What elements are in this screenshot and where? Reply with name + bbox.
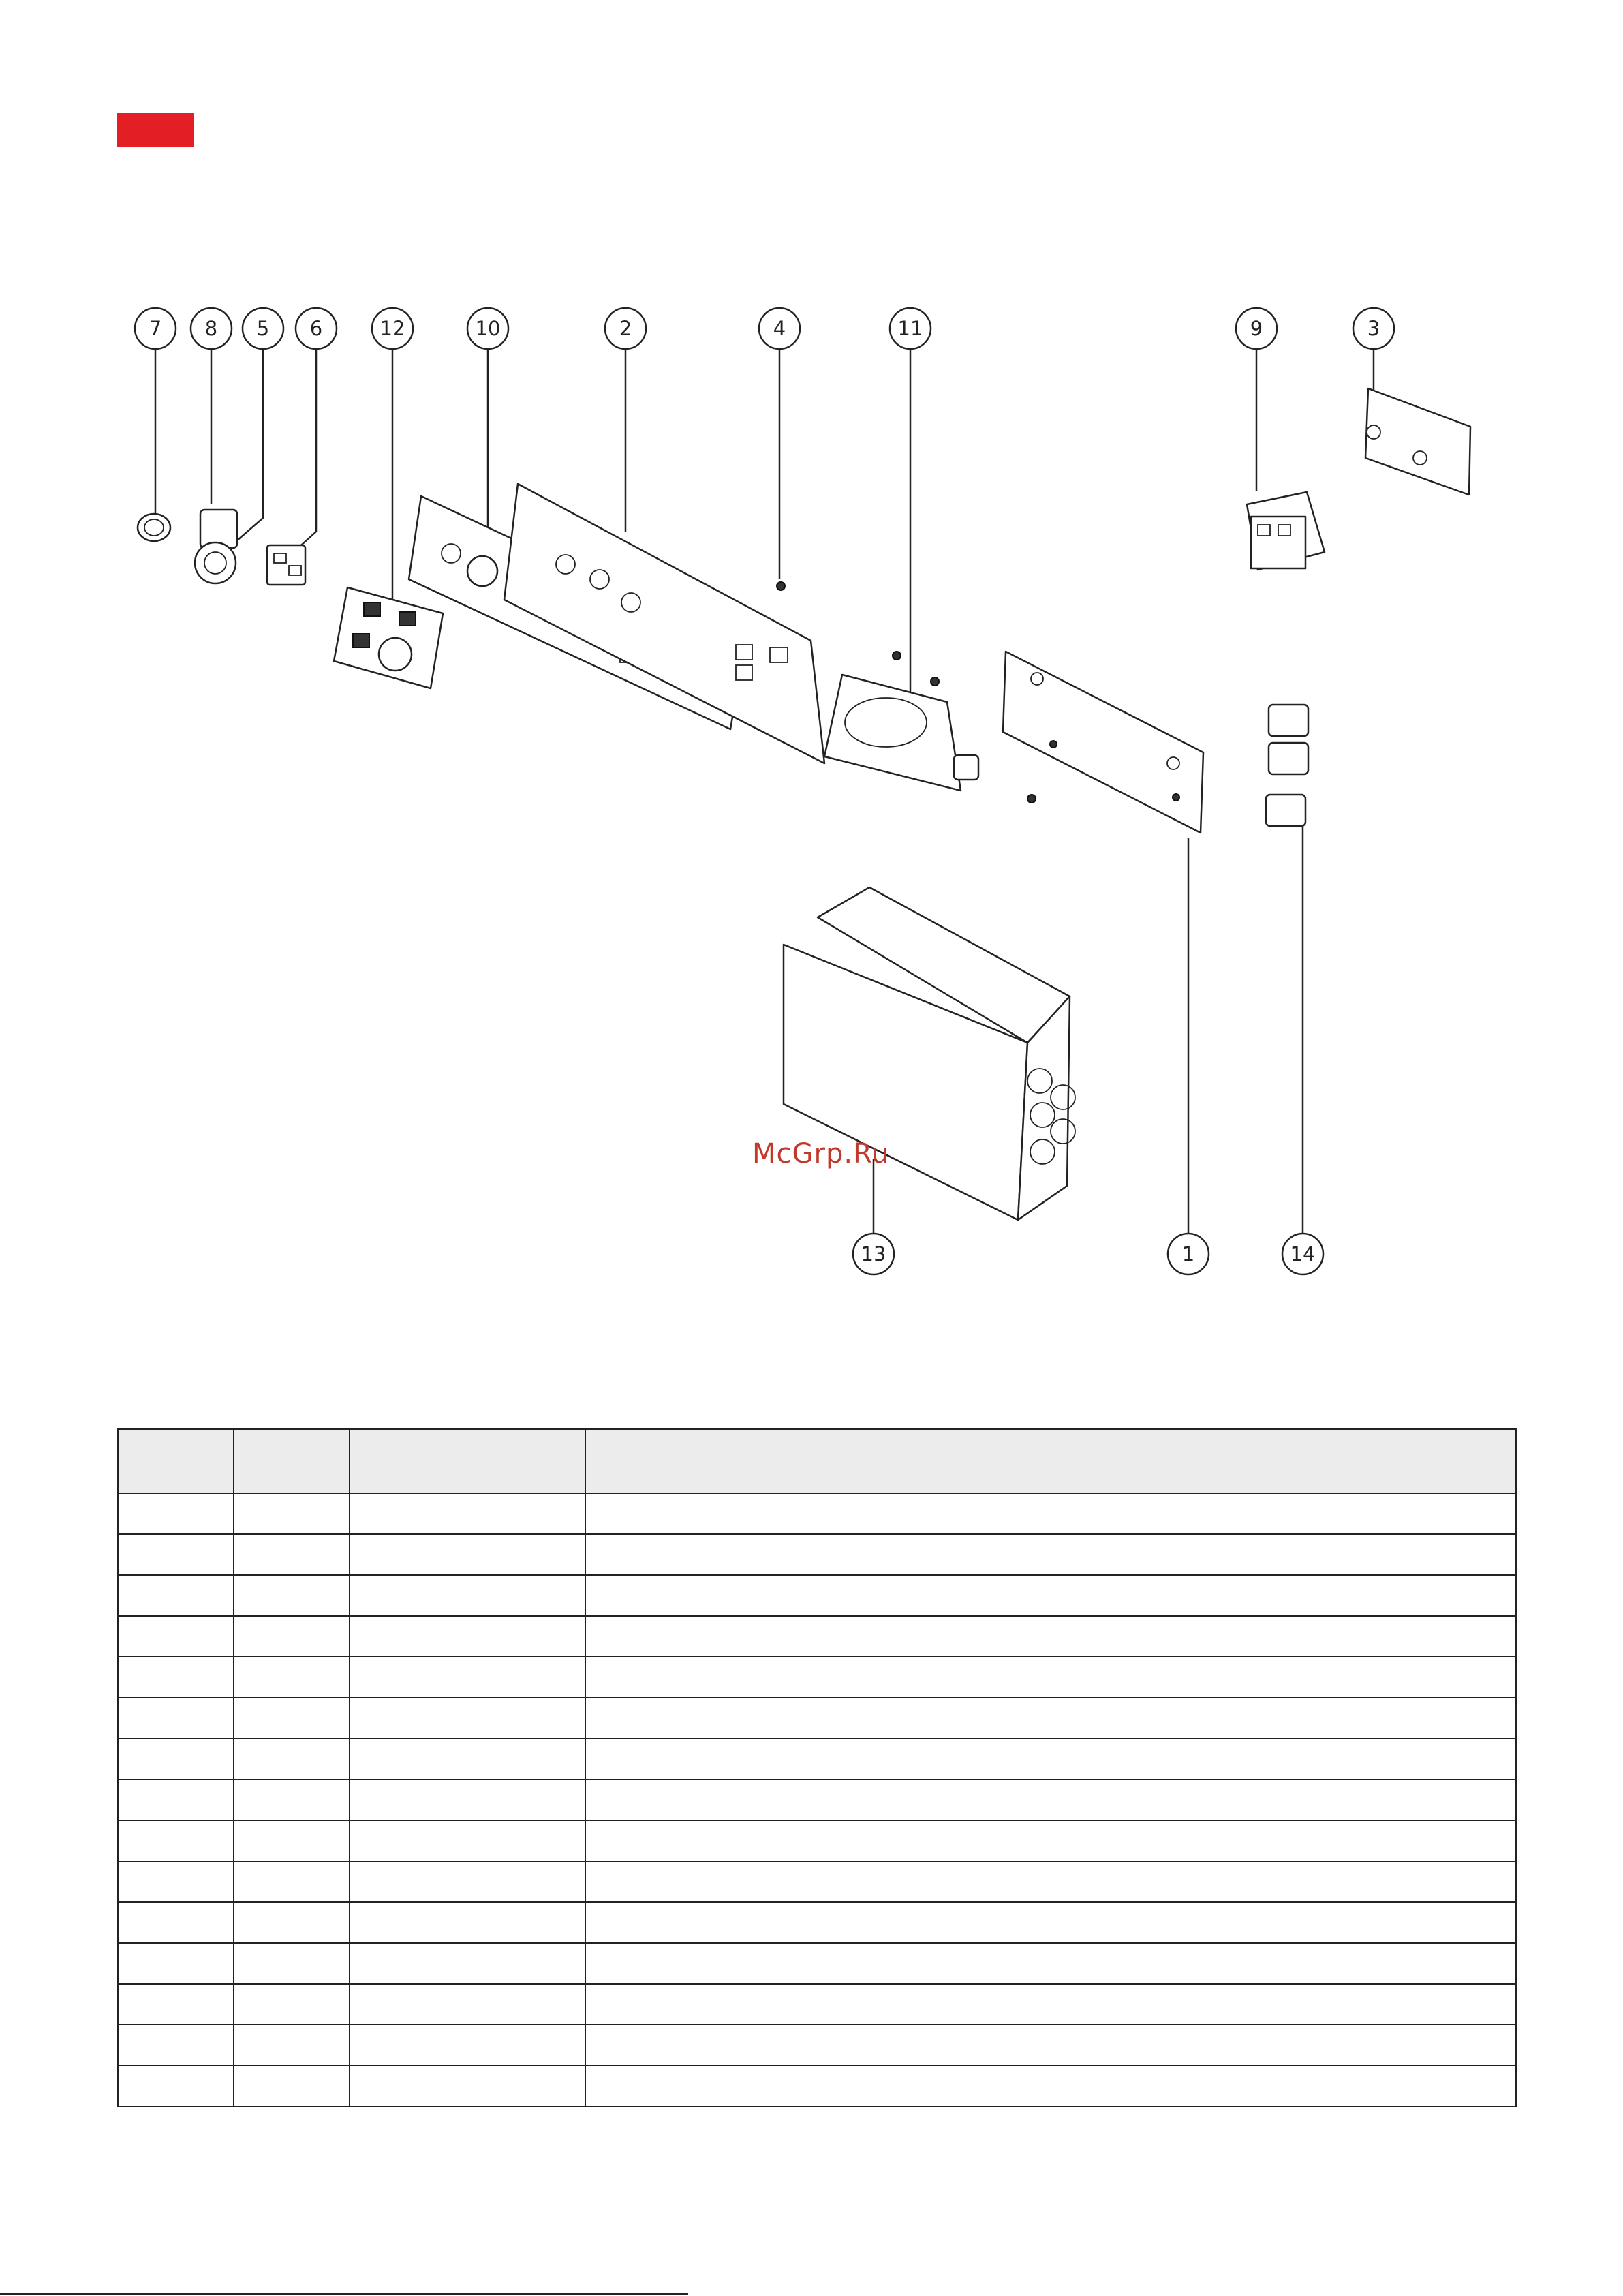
table-cell — [350, 1698, 585, 1739]
table-cell — [118, 1616, 234, 1657]
table-row — [118, 1698, 1516, 1739]
callout-4 — [759, 308, 800, 349]
callout-label: 2 — [619, 317, 632, 340]
table-row — [118, 1739, 1516, 1779]
table-cell — [585, 1820, 1516, 1861]
table-cell — [234, 1984, 350, 2025]
table-cell — [118, 1943, 234, 1984]
callout-label: 5 — [256, 317, 270, 340]
table-cell — [350, 1534, 585, 1575]
part-3-box — [1365, 388, 1470, 495]
table-header-row — [118, 1429, 1516, 1493]
table-header-cell — [350, 1429, 585, 1493]
table-cell — [585, 1779, 1516, 1820]
callout-label: 9 — [1250, 317, 1263, 340]
parts-table — [117, 1428, 1517, 2107]
table-row — [118, 1943, 1516, 1984]
table-cell — [118, 1820, 234, 1861]
table-cell — [585, 1943, 1516, 1984]
table-cell — [118, 1861, 234, 1902]
table-row — [118, 2025, 1516, 2066]
part-4-screw — [777, 582, 785, 590]
table-cell — [234, 1779, 350, 1820]
table-cell — [234, 2025, 350, 2066]
table-row — [118, 1902, 1516, 1943]
callout-7 — [135, 308, 176, 349]
callout-5 — [243, 308, 283, 349]
table-cell — [234, 1861, 350, 1902]
callout-10 — [467, 308, 508, 349]
callout-3 — [1353, 308, 1394, 349]
table-row — [118, 1575, 1516, 1616]
table-cell — [118, 1902, 234, 1943]
table-cell — [234, 1739, 350, 1779]
table-row — [118, 1493, 1516, 1534]
table-cell — [350, 1493, 585, 1534]
table-row — [118, 1861, 1516, 1902]
callout-13 — [853, 1234, 894, 1274]
part-14-buttons — [1266, 705, 1308, 826]
callout-label: 1 — [1181, 1242, 1195, 1266]
part-13-enclosure — [784, 887, 1075, 1220]
table-cell — [350, 1943, 585, 1984]
table-row — [118, 1820, 1516, 1861]
table-cell — [350, 1739, 585, 1779]
callout-label: 11 — [897, 317, 923, 340]
table-cell — [234, 1534, 350, 1575]
callout-label: 13 — [861, 1242, 886, 1266]
table-header-cell — [118, 1429, 234, 1493]
part-7-knob — [138, 514, 170, 541]
table-cell — [585, 1493, 1516, 1534]
part-8-selector — [195, 510, 237, 583]
table-cell — [350, 1657, 585, 1698]
table-cell — [234, 1943, 350, 1984]
callout-label: 4 — [773, 317, 786, 340]
table-cell — [585, 1984, 1516, 2025]
table-cell — [350, 1616, 585, 1657]
table-cell — [234, 1902, 350, 1943]
callout-14 — [1282, 1234, 1323, 1274]
table-cell — [118, 1984, 234, 2025]
table-cell — [585, 1861, 1516, 1902]
watermark-text: McGrp.Ru — [752, 1138, 890, 1169]
table-cell — [350, 1984, 585, 2025]
callout-8 — [191, 308, 232, 349]
table-row — [118, 1779, 1516, 1820]
callout-label: 10 — [475, 317, 501, 340]
table-cell — [350, 1575, 585, 1616]
table-cell — [350, 1779, 585, 1820]
part-1-mounting-plate — [1003, 652, 1203, 833]
table-cell — [585, 1534, 1516, 1575]
table-cell — [118, 1739, 234, 1779]
table-cell — [118, 1698, 234, 1739]
callout-6 — [296, 308, 337, 349]
table-cell — [350, 2025, 585, 2066]
part-12-circuit-board — [334, 587, 443, 688]
table-body — [118, 1493, 1516, 2107]
table-cell — [234, 1493, 350, 1534]
table-cell — [585, 2025, 1516, 2066]
table-cell — [585, 1902, 1516, 1943]
table-cell — [350, 1861, 585, 1902]
callout-1 — [1168, 1234, 1209, 1274]
table-header-cell — [234, 1429, 350, 1493]
table-cell — [118, 2025, 234, 2066]
table-cell — [234, 2066, 350, 2107]
table-header-cell — [585, 1429, 1516, 1493]
table-cell — [585, 1616, 1516, 1657]
table-row — [118, 1616, 1516, 1657]
part-6-contact-block — [267, 545, 305, 585]
callout-label: 12 — [380, 317, 405, 340]
table-cell — [350, 2066, 585, 2107]
table-row — [118, 2066, 1516, 2107]
table-cell — [118, 1575, 234, 1616]
table-cell — [234, 1575, 350, 1616]
table-cell — [350, 1820, 585, 1861]
table-cell — [118, 1493, 234, 1534]
table-cell — [234, 1657, 350, 1698]
callout-label: 8 — [204, 317, 218, 340]
callout-2 — [605, 308, 646, 349]
table-cell — [118, 2066, 234, 2107]
table-cell — [585, 1739, 1516, 1779]
part-9-contactor — [1247, 492, 1325, 570]
table-row — [118, 1657, 1516, 1698]
footer-rule — [0, 2293, 688, 2295]
callout-12 — [372, 308, 413, 349]
table-row — [118, 1534, 1516, 1575]
table-cell — [118, 1657, 234, 1698]
callout-label: 6 — [309, 317, 323, 340]
table-cell — [585, 1698, 1516, 1739]
callout-11 — [890, 308, 931, 349]
callout-label: 7 — [149, 317, 162, 340]
callout-label: 14 — [1290, 1242, 1316, 1266]
table-cell — [585, 1575, 1516, 1616]
table-cell — [234, 1698, 350, 1739]
table-cell — [585, 1657, 1516, 1698]
callout-label: 3 — [1367, 317, 1380, 340]
table-cell — [234, 1616, 350, 1657]
callout-9 — [1236, 308, 1277, 349]
table-cell — [585, 2066, 1516, 2107]
table-row — [118, 1984, 1516, 2025]
table-cell — [118, 1779, 234, 1820]
table-cell — [350, 1902, 585, 1943]
table-cell — [118, 1534, 234, 1575]
table-cell — [234, 1820, 350, 1861]
part-2-housing — [504, 484, 824, 763]
